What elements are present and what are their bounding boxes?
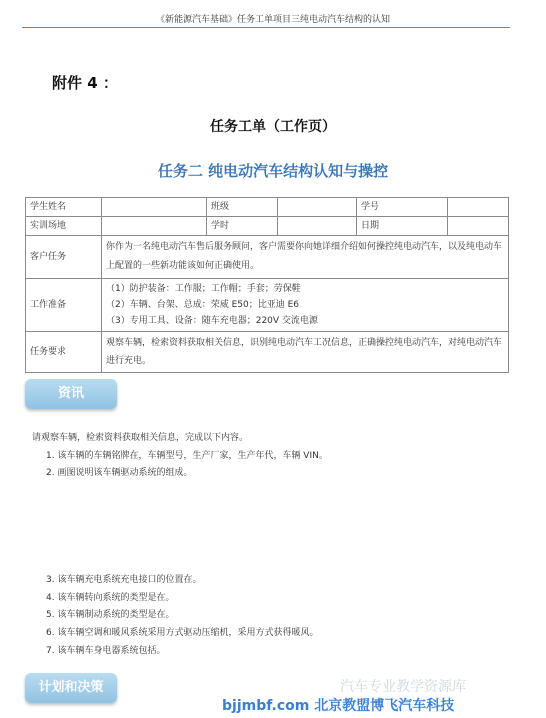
- class-label: 班级: [207, 198, 278, 217]
- question-5: 5. 该车辆制动系统的类型是在。: [46, 610, 175, 620]
- question-7: 7. 该车辆车身电器系统包括。: [46, 646, 166, 656]
- class-cell[interactable]: [278, 198, 357, 217]
- section-info-badge: 资讯: [25, 379, 117, 409]
- header-rule: [22, 27, 510, 28]
- table-row: [26, 279, 509, 332]
- table-row: [26, 332, 509, 373]
- table-row: [26, 198, 509, 217]
- customer-task-text: 你作为一名纯电动汽车售后服务顾问，客户需要你向她详细介绍如何操控纯电动汽车，以及纯电动车上配置的一些新功能该如何正确使用。: [102, 236, 509, 279]
- customer-task-label: 客户任务: [26, 236, 102, 279]
- site-cell[interactable]: [102, 217, 207, 236]
- site-label: 实训场地: [26, 217, 102, 236]
- question-3: 3. 该车辆充电系统充电接口的位置在。: [46, 575, 202, 585]
- preparation-list: [102, 279, 509, 332]
- student-id-label: 学号: [357, 198, 448, 217]
- requirements-label: 任务要求: [26, 332, 102, 373]
- question-2: 2. 画图说明该车辆驱动系统的组成。: [46, 468, 193, 478]
- task-info-table: [25, 197, 509, 373]
- hours-cell[interactable]: [278, 217, 357, 236]
- table-row: [26, 236, 509, 279]
- preparation-line: （2）车辆、台架、总成：荣威 E50；比亚迪 E6: [106, 300, 300, 310]
- preparation-line: （1）防护装备：工作服；工作帽；手套；劳保鞋: [106, 284, 301, 294]
- preparation-label: 工作准备: [26, 279, 102, 332]
- attachment-label: 附件 4 ：: [52, 74, 118, 92]
- hours-label: 学时: [207, 217, 278, 236]
- table-row: [26, 217, 509, 236]
- preparation-line: （3）专用工具、设备：随车充电器；220V 交流电源: [106, 316, 318, 326]
- watermark-text: 汽车专业教学资源库: [340, 679, 466, 695]
- student-id-cell[interactable]: [448, 198, 509, 217]
- info-intro: 请观察车辆，检索资料获取相关信息，完成以下内容。: [32, 433, 249, 443]
- student-name-cell[interactable]: [102, 198, 207, 217]
- task-title: 任务二 纯电动汽车结构认知与操控: [157, 162, 389, 180]
- requirements-text: 观察车辆，检索资料获取相关信息，识别纯电动汽车工况信息，正确操控纯电动汽车，对纯电动汽车进行充电。: [102, 332, 509, 373]
- document-title: 任务工单（工作页）: [210, 119, 336, 135]
- student-name-label: 学生姓名: [26, 198, 102, 217]
- date-label: 日期: [357, 217, 448, 236]
- question-1: 1. 该车辆的车辆铭牌在，车辆型号，生产厂家，生产年代，车辆 VIN。: [46, 451, 328, 461]
- question-6: 6. 该车辆空调和暖风系统采用方式驱动压缩机，采用方式获得暖风。: [46, 628, 319, 638]
- page-header: 《新能源汽车基础》任务工单项目三纯电动汽车结构的认知: [155, 15, 390, 25]
- footer-logo-text: bjjmbf.com 北京教盟博飞汽车科技: [222, 698, 455, 714]
- question-4: 4. 该车辆转向系统的类型是在。: [46, 593, 175, 603]
- date-cell[interactable]: [448, 217, 509, 236]
- section-plan-badge: 计划和决策: [25, 673, 117, 703]
